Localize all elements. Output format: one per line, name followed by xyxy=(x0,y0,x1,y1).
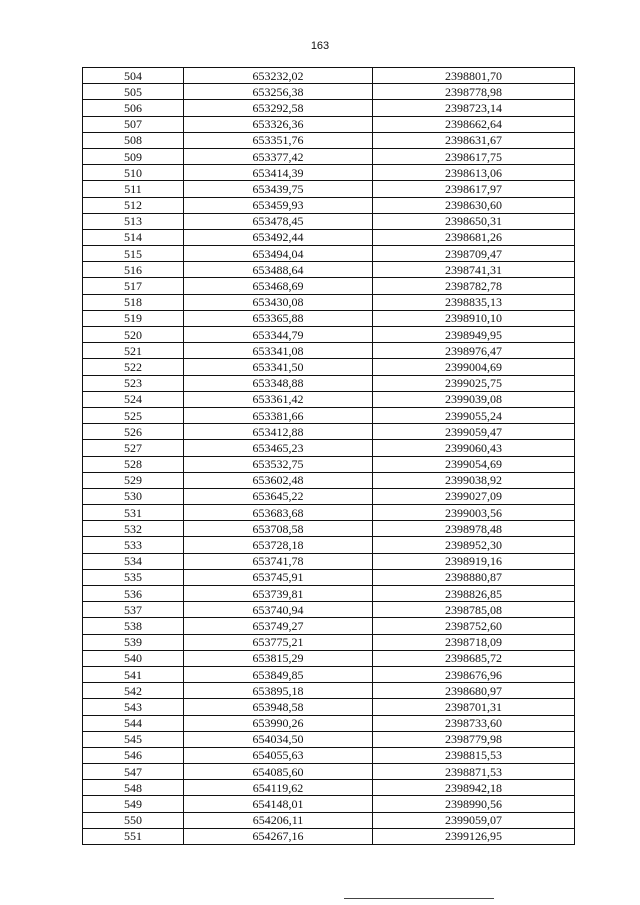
point-number-cell: 551 xyxy=(83,828,184,844)
x-coordinate-cell: 653492,44 xyxy=(184,229,373,245)
y-coordinate-cell: 2398976,47 xyxy=(373,343,575,359)
x-coordinate-cell: 653990,26 xyxy=(184,715,373,731)
point-number-cell: 527 xyxy=(83,440,184,456)
point-number-cell: 534 xyxy=(83,553,184,569)
y-coordinate-cell: 2398701,31 xyxy=(373,699,575,715)
y-coordinate-cell: 2399126,95 xyxy=(373,828,575,844)
x-coordinate-cell: 653749,27 xyxy=(184,618,373,634)
x-coordinate-cell: 653361,42 xyxy=(184,391,373,407)
point-number-cell: 535 xyxy=(83,569,184,585)
point-number-cell: 538 xyxy=(83,618,184,634)
table-row xyxy=(83,650,575,666)
y-coordinate-cell: 2399038,92 xyxy=(373,472,575,488)
y-coordinate-cell: 2398978,48 xyxy=(373,521,575,537)
y-coordinate-cell: 2398685,72 xyxy=(373,650,575,666)
x-coordinate-cell: 653708,58 xyxy=(184,521,373,537)
table-row xyxy=(83,780,575,796)
x-coordinate-cell: 654267,16 xyxy=(184,828,373,844)
point-number-cell: 520 xyxy=(83,327,184,343)
y-coordinate-cell: 2398835,13 xyxy=(373,294,575,310)
table-row xyxy=(83,553,575,569)
x-coordinate-cell: 653341,08 xyxy=(184,343,373,359)
point-number-cell: 536 xyxy=(83,586,184,602)
x-coordinate-cell: 653741,78 xyxy=(184,553,373,569)
table-row xyxy=(83,132,575,148)
x-coordinate-cell: 653256,38 xyxy=(184,84,373,100)
table-row xyxy=(83,165,575,181)
y-coordinate-cell: 2398723,14 xyxy=(373,100,575,116)
y-coordinate-cell: 2398650,31 xyxy=(373,213,575,229)
table-row xyxy=(83,343,575,359)
x-coordinate-cell: 653815,29 xyxy=(184,650,373,666)
y-coordinate-cell: 2398826,85 xyxy=(373,586,575,602)
point-number-cell: 510 xyxy=(83,165,184,181)
point-number-cell: 517 xyxy=(83,278,184,294)
x-coordinate-cell: 653377,42 xyxy=(184,148,373,164)
table-row xyxy=(83,586,575,602)
table-row xyxy=(83,602,575,618)
y-coordinate-cell: 2398785,08 xyxy=(373,602,575,618)
x-coordinate-cell: 653430,08 xyxy=(184,294,373,310)
point-number-cell: 511 xyxy=(83,181,184,197)
table-row xyxy=(83,537,575,553)
y-coordinate-cell: 2398630,60 xyxy=(373,197,575,213)
x-coordinate-cell: 653948,58 xyxy=(184,699,373,715)
y-coordinate-cell: 2398680,97 xyxy=(373,683,575,699)
point-number-cell: 519 xyxy=(83,310,184,326)
table-row xyxy=(83,327,575,343)
y-coordinate-cell: 2398942,18 xyxy=(373,780,575,796)
point-number-cell: 515 xyxy=(83,246,184,262)
point-number-cell: 525 xyxy=(83,407,184,423)
point-number-cell: 530 xyxy=(83,488,184,504)
table-row xyxy=(83,181,575,197)
page-number: 163 xyxy=(310,40,330,52)
y-coordinate-cell: 2398613,06 xyxy=(373,165,575,181)
point-number-cell: 539 xyxy=(83,634,184,650)
x-coordinate-cell: 653465,23 xyxy=(184,440,373,456)
point-number-cell: 545 xyxy=(83,731,184,747)
table-row xyxy=(83,618,575,634)
point-number-cell: 543 xyxy=(83,699,184,715)
y-coordinate-cell: 2399003,56 xyxy=(373,505,575,521)
y-coordinate-cell: 2398733,60 xyxy=(373,715,575,731)
table-row xyxy=(83,197,575,213)
table-row xyxy=(83,440,575,456)
table-row xyxy=(83,229,575,245)
y-coordinate-cell: 2398778,98 xyxy=(373,84,575,100)
point-number-cell: 513 xyxy=(83,213,184,229)
point-number-cell: 529 xyxy=(83,472,184,488)
y-coordinate-cell: 2398779,98 xyxy=(373,731,575,747)
x-coordinate-cell: 653728,18 xyxy=(184,537,373,553)
x-coordinate-cell: 653439,75 xyxy=(184,181,373,197)
x-coordinate-cell: 653849,85 xyxy=(184,666,373,682)
x-coordinate-cell: 654119,62 xyxy=(184,780,373,796)
x-coordinate-cell: 653381,66 xyxy=(184,407,373,423)
x-coordinate-cell: 653494,04 xyxy=(184,246,373,262)
x-coordinate-cell: 653775,21 xyxy=(184,634,373,650)
point-number-cell: 508 xyxy=(83,132,184,148)
x-coordinate-cell: 653348,88 xyxy=(184,375,373,391)
point-number-cell: 550 xyxy=(83,812,184,828)
y-coordinate-cell: 2398801,70 xyxy=(373,68,575,84)
point-number-cell: 521 xyxy=(83,343,184,359)
x-coordinate-cell: 653532,75 xyxy=(184,456,373,472)
point-number-cell: 549 xyxy=(83,796,184,812)
point-number-cell: 512 xyxy=(83,197,184,213)
x-coordinate-cell: 653602,48 xyxy=(184,472,373,488)
y-coordinate-cell: 2398676,96 xyxy=(373,666,575,682)
table-row xyxy=(83,359,575,375)
y-coordinate-cell: 2399054,69 xyxy=(373,456,575,472)
table-row xyxy=(83,407,575,423)
x-coordinate-cell: 653365,88 xyxy=(184,310,373,326)
point-number-cell: 507 xyxy=(83,116,184,132)
point-number-cell: 504 xyxy=(83,68,184,84)
x-coordinate-cell: 654085,60 xyxy=(184,764,373,780)
y-coordinate-cell: 2398741,31 xyxy=(373,262,575,278)
table-row xyxy=(83,472,575,488)
table-row xyxy=(83,764,575,780)
y-coordinate-cell: 2399059,47 xyxy=(373,424,575,440)
table-row xyxy=(83,116,575,132)
x-coordinate-cell: 653895,18 xyxy=(184,683,373,699)
y-coordinate-cell: 2398880,87 xyxy=(373,569,575,585)
y-coordinate-cell: 2398871,53 xyxy=(373,764,575,780)
y-coordinate-cell: 2399025,75 xyxy=(373,375,575,391)
point-number-cell: 544 xyxy=(83,715,184,731)
table-row xyxy=(83,68,575,84)
x-coordinate-cell: 653292,58 xyxy=(184,100,373,116)
point-number-cell: 528 xyxy=(83,456,184,472)
y-coordinate-cell: 2398709,47 xyxy=(373,246,575,262)
coordinates-table-body xyxy=(83,68,575,845)
table-row xyxy=(83,278,575,294)
point-number-cell: 537 xyxy=(83,602,184,618)
x-coordinate-cell: 653740,94 xyxy=(184,602,373,618)
table-row xyxy=(83,505,575,521)
y-coordinate-cell: 2399055,24 xyxy=(373,407,575,423)
point-number-cell: 531 xyxy=(83,505,184,521)
x-coordinate-cell: 653326,36 xyxy=(184,116,373,132)
table-row xyxy=(83,84,575,100)
point-number-cell: 541 xyxy=(83,666,184,682)
y-coordinate-cell: 2398617,75 xyxy=(373,148,575,164)
point-number-cell: 526 xyxy=(83,424,184,440)
point-number-cell: 522 xyxy=(83,359,184,375)
y-coordinate-cell: 2398782,78 xyxy=(373,278,575,294)
x-coordinate-cell: 653414,39 xyxy=(184,165,373,181)
footer-divider xyxy=(344,898,494,899)
point-number-cell: 514 xyxy=(83,229,184,245)
coordinates-table xyxy=(82,67,575,845)
x-coordinate-cell: 654034,50 xyxy=(184,731,373,747)
y-coordinate-cell: 2399059,07 xyxy=(373,812,575,828)
point-number-cell: 509 xyxy=(83,148,184,164)
table-row xyxy=(83,456,575,472)
table-row xyxy=(83,100,575,116)
x-coordinate-cell: 653232,02 xyxy=(184,68,373,84)
point-number-cell: 516 xyxy=(83,262,184,278)
x-coordinate-cell: 653645,22 xyxy=(184,488,373,504)
table-row xyxy=(83,715,575,731)
y-coordinate-cell: 2398952,30 xyxy=(373,537,575,553)
table-row xyxy=(83,148,575,164)
x-coordinate-cell: 653341,50 xyxy=(184,359,373,375)
y-coordinate-cell: 2398617,97 xyxy=(373,181,575,197)
y-coordinate-cell: 2398718,09 xyxy=(373,634,575,650)
point-number-cell: 523 xyxy=(83,375,184,391)
x-coordinate-cell: 653459,93 xyxy=(184,197,373,213)
y-coordinate-cell: 2399039,08 xyxy=(373,391,575,407)
x-coordinate-cell: 653739,81 xyxy=(184,586,373,602)
point-number-cell: 547 xyxy=(83,764,184,780)
y-coordinate-cell: 2399027,09 xyxy=(373,488,575,504)
point-number-cell: 518 xyxy=(83,294,184,310)
y-coordinate-cell: 2398631,67 xyxy=(373,132,575,148)
table-row xyxy=(83,812,575,828)
point-number-cell: 524 xyxy=(83,391,184,407)
table-row xyxy=(83,796,575,812)
point-number-cell: 532 xyxy=(83,521,184,537)
x-coordinate-cell: 653351,76 xyxy=(184,132,373,148)
table-row xyxy=(83,488,575,504)
table-row xyxy=(83,666,575,682)
table-row xyxy=(83,569,575,585)
table-row xyxy=(83,683,575,699)
x-coordinate-cell: 653478,45 xyxy=(184,213,373,229)
x-coordinate-cell: 653412,88 xyxy=(184,424,373,440)
table-row xyxy=(83,634,575,650)
table-row xyxy=(83,699,575,715)
table-row xyxy=(83,375,575,391)
table-row xyxy=(83,747,575,763)
x-coordinate-cell: 653344,79 xyxy=(184,327,373,343)
table-row xyxy=(83,310,575,326)
table-row xyxy=(83,246,575,262)
y-coordinate-cell: 2398681,26 xyxy=(373,229,575,245)
point-number-cell: 546 xyxy=(83,747,184,763)
y-coordinate-cell: 2398815,53 xyxy=(373,747,575,763)
x-coordinate-cell: 654148,01 xyxy=(184,796,373,812)
y-coordinate-cell: 2398662,64 xyxy=(373,116,575,132)
table-row xyxy=(83,731,575,747)
x-coordinate-cell: 653468,69 xyxy=(184,278,373,294)
point-number-cell: 506 xyxy=(83,100,184,116)
y-coordinate-cell: 2398990,56 xyxy=(373,796,575,812)
y-coordinate-cell: 2398949,95 xyxy=(373,327,575,343)
point-number-cell: 548 xyxy=(83,780,184,796)
point-number-cell: 540 xyxy=(83,650,184,666)
y-coordinate-cell: 2398919,16 xyxy=(373,553,575,569)
table-row xyxy=(83,294,575,310)
x-coordinate-cell: 653745,91 xyxy=(184,569,373,585)
point-number-cell: 542 xyxy=(83,683,184,699)
table-row xyxy=(83,213,575,229)
table-row xyxy=(83,424,575,440)
table-row xyxy=(83,521,575,537)
x-coordinate-cell: 653488,64 xyxy=(184,262,373,278)
table-row xyxy=(83,828,575,844)
table-row xyxy=(83,391,575,407)
y-coordinate-cell: 2398752,60 xyxy=(373,618,575,634)
y-coordinate-cell: 2399060,43 xyxy=(373,440,575,456)
table-row xyxy=(83,262,575,278)
x-coordinate-cell: 654055,63 xyxy=(184,747,373,763)
point-number-cell: 505 xyxy=(83,84,184,100)
y-coordinate-cell: 2398910,10 xyxy=(373,310,575,326)
y-coordinate-cell: 2399004,69 xyxy=(373,359,575,375)
x-coordinate-cell: 654206,11 xyxy=(184,812,373,828)
x-coordinate-cell: 653683,68 xyxy=(184,505,373,521)
point-number-cell: 533 xyxy=(83,537,184,553)
